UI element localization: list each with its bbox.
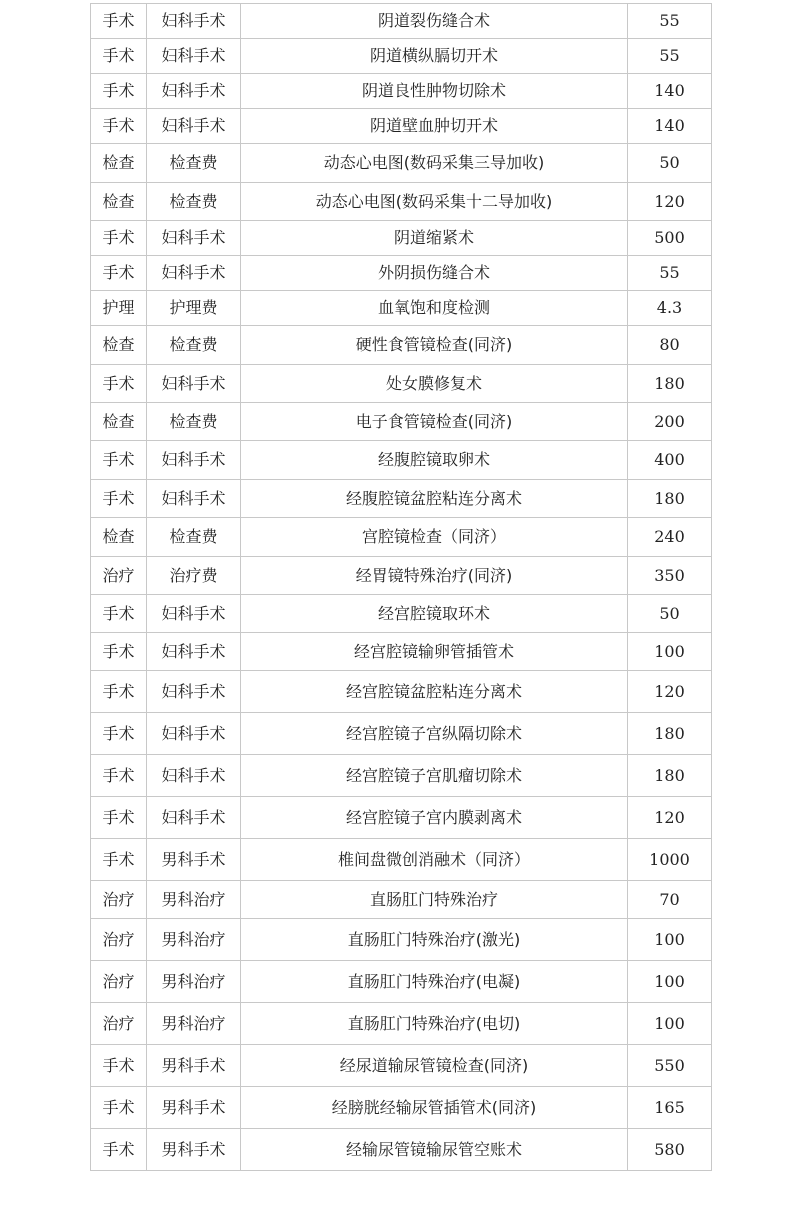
row-price: 100	[628, 919, 712, 961]
row-category: 检查	[91, 326, 147, 365]
row-price: 200	[628, 403, 712, 441]
row-price: 70	[628, 881, 712, 919]
table-row	[91, 109, 712, 144]
row-type: 妇科手术	[147, 595, 241, 633]
table-row	[91, 326, 712, 365]
row-price: 55	[628, 4, 712, 39]
row-item-name: 电子食管镜检查(同济)	[241, 403, 628, 441]
row-item-name: 椎间盘微创消融术（同济）	[241, 839, 628, 881]
row-type: 男科手术	[147, 1129, 241, 1171]
row-price: 580	[628, 1129, 712, 1171]
table-row	[91, 480, 712, 518]
table-row	[91, 221, 712, 256]
row-price: 400	[628, 441, 712, 480]
row-type: 妇科手术	[147, 713, 241, 755]
row-category: 手术	[91, 671, 147, 713]
row-item-name: 经宫腔镜输卵管插管术	[241, 633, 628, 671]
table-row	[91, 1087, 712, 1129]
table-row	[91, 4, 712, 39]
row-item-name: 硬性食管镜检查(同济)	[241, 326, 628, 365]
row-category: 手术	[91, 797, 147, 839]
row-price: 120	[628, 671, 712, 713]
row-item-name: 直肠肛门特殊治疗(电凝)	[241, 961, 628, 1003]
row-item-name: 经腹腔镜取卵术	[241, 441, 628, 480]
table-row	[91, 595, 712, 633]
row-type: 男科治疗	[147, 1003, 241, 1045]
table-row	[91, 557, 712, 595]
row-item-name: 经宫腔镜子宫纵隔切除术	[241, 713, 628, 755]
row-item-name: 经尿道输尿管镜检查(同济)	[241, 1045, 628, 1087]
row-price: 180	[628, 480, 712, 518]
row-item-name: 处女膜修复术	[241, 365, 628, 403]
row-price: 4.3	[628, 291, 712, 326]
row-price: 50	[628, 595, 712, 633]
row-item-name: 经输尿管镜输尿管空账术	[241, 1129, 628, 1171]
table-row	[91, 403, 712, 441]
row-price: 180	[628, 755, 712, 797]
row-category: 手术	[91, 480, 147, 518]
table-row	[91, 797, 712, 839]
row-category: 治疗	[91, 881, 147, 919]
row-type: 检查费	[147, 326, 241, 365]
row-price: 100	[628, 1003, 712, 1045]
row-category: 手术	[91, 1087, 147, 1129]
row-type: 护理费	[147, 291, 241, 326]
row-item-name: 阴道横纵膈切开术	[241, 39, 628, 74]
row-category: 检查	[91, 183, 147, 221]
table-row	[91, 256, 712, 291]
row-type: 妇科手术	[147, 256, 241, 291]
row-item-name: 外阴损伤缝合术	[241, 256, 628, 291]
row-type: 妇科手术	[147, 4, 241, 39]
row-price: 140	[628, 74, 712, 109]
row-category: 治疗	[91, 919, 147, 961]
row-type: 妇科手术	[147, 633, 241, 671]
table-row	[91, 365, 712, 403]
row-category: 手术	[91, 633, 147, 671]
row-category: 护理	[91, 291, 147, 326]
row-category: 手术	[91, 109, 147, 144]
row-type: 妇科手术	[147, 441, 241, 480]
row-item-name: 经膀胱经输尿管插管术(同济)	[241, 1087, 628, 1129]
row-category: 手术	[91, 595, 147, 633]
row-category: 手术	[91, 1045, 147, 1087]
row-category: 检查	[91, 518, 147, 557]
row-category: 手术	[91, 256, 147, 291]
row-category: 手术	[91, 221, 147, 256]
row-price: 80	[628, 326, 712, 365]
table-row	[91, 839, 712, 881]
row-type: 检查费	[147, 518, 241, 557]
row-type: 治疗费	[147, 557, 241, 595]
table-row	[91, 183, 712, 221]
table-row	[91, 1003, 712, 1045]
row-category: 检查	[91, 403, 147, 441]
row-type: 男科治疗	[147, 881, 241, 919]
table-row	[91, 291, 712, 326]
row-type: 男科治疗	[147, 961, 241, 1003]
row-type: 妇科手术	[147, 109, 241, 144]
row-category: 手术	[91, 74, 147, 109]
row-type: 妇科手术	[147, 365, 241, 403]
row-price: 100	[628, 633, 712, 671]
row-item-name: 经胃镜特殊治疗(同济)	[241, 557, 628, 595]
row-item-name: 阴道壁血肿切开术	[241, 109, 628, 144]
row-category: 治疗	[91, 1003, 147, 1045]
table-row	[91, 74, 712, 109]
row-price: 180	[628, 713, 712, 755]
row-item-name: 经宫腔镜盆腔粘连分离术	[241, 671, 628, 713]
table-row	[91, 633, 712, 671]
row-category: 手术	[91, 1129, 147, 1171]
table-row	[91, 881, 712, 919]
row-price: 165	[628, 1087, 712, 1129]
row-price: 100	[628, 961, 712, 1003]
table-row	[91, 961, 712, 1003]
table-row	[91, 671, 712, 713]
row-category: 手术	[91, 713, 147, 755]
row-type: 妇科手术	[147, 39, 241, 74]
fee-table	[90, 3, 712, 1171]
row-type: 妇科手术	[147, 671, 241, 713]
row-type: 检查费	[147, 183, 241, 221]
row-category: 手术	[91, 4, 147, 39]
row-type: 男科治疗	[147, 919, 241, 961]
table-row	[91, 1129, 712, 1171]
table-row	[91, 713, 712, 755]
row-price: 500	[628, 221, 712, 256]
row-item-name: 宫腔镜检查（同济）	[241, 518, 628, 557]
row-item-name: 阴道裂伤缝合术	[241, 4, 628, 39]
row-type: 妇科手术	[147, 755, 241, 797]
row-price: 50	[628, 144, 712, 183]
row-type: 检查费	[147, 403, 241, 441]
row-item-name: 阴道缩紧术	[241, 221, 628, 256]
row-type: 妇科手术	[147, 797, 241, 839]
row-item-name: 阴道良性肿物切除术	[241, 74, 628, 109]
row-item-name: 动态心电图(数码采集十二导加收)	[241, 183, 628, 221]
row-category: 检查	[91, 144, 147, 183]
row-item-name: 经腹腔镜盆腔粘连分离术	[241, 480, 628, 518]
row-item-name: 动态心电图(数码采集三导加收)	[241, 144, 628, 183]
row-type: 妇科手术	[147, 480, 241, 518]
row-type: 男科手术	[147, 1087, 241, 1129]
row-type: 妇科手术	[147, 74, 241, 109]
row-item-name: 血氧饱和度检测	[241, 291, 628, 326]
row-price: 350	[628, 557, 712, 595]
row-price: 55	[628, 39, 712, 74]
row-price: 180	[628, 365, 712, 403]
table-row	[91, 441, 712, 480]
row-type: 检查费	[147, 144, 241, 183]
table-row	[91, 518, 712, 557]
table-row	[91, 1045, 712, 1087]
row-price: 1000	[628, 839, 712, 881]
row-category: 手术	[91, 365, 147, 403]
row-category: 治疗	[91, 961, 147, 1003]
row-category: 治疗	[91, 557, 147, 595]
table-row	[91, 919, 712, 961]
row-category: 手术	[91, 839, 147, 881]
row-price: 120	[628, 183, 712, 221]
row-price: 240	[628, 518, 712, 557]
table-row	[91, 144, 712, 183]
row-type: 男科手术	[147, 1045, 241, 1087]
row-type: 男科手术	[147, 839, 241, 881]
row-type: 妇科手术	[147, 221, 241, 256]
table-row	[91, 39, 712, 74]
row-category: 手术	[91, 755, 147, 797]
row-category: 手术	[91, 441, 147, 480]
row-item-name: 直肠肛门特殊治疗	[241, 881, 628, 919]
row-price: 140	[628, 109, 712, 144]
row-item-name: 经宫腔镜取环术	[241, 595, 628, 633]
row-price: 550	[628, 1045, 712, 1087]
table-row	[91, 755, 712, 797]
row-price: 55	[628, 256, 712, 291]
row-item-name: 经宫腔镜子宫肌瘤切除术	[241, 755, 628, 797]
row-item-name: 直肠肛门特殊治疗(激光)	[241, 919, 628, 961]
row-category: 手术	[91, 39, 147, 74]
row-item-name: 直肠肛门特殊治疗(电切)	[241, 1003, 628, 1045]
row-price: 120	[628, 797, 712, 839]
fee-table-body	[91, 4, 712, 1171]
row-item-name: 经宫腔镜子宫内膜剥离术	[241, 797, 628, 839]
